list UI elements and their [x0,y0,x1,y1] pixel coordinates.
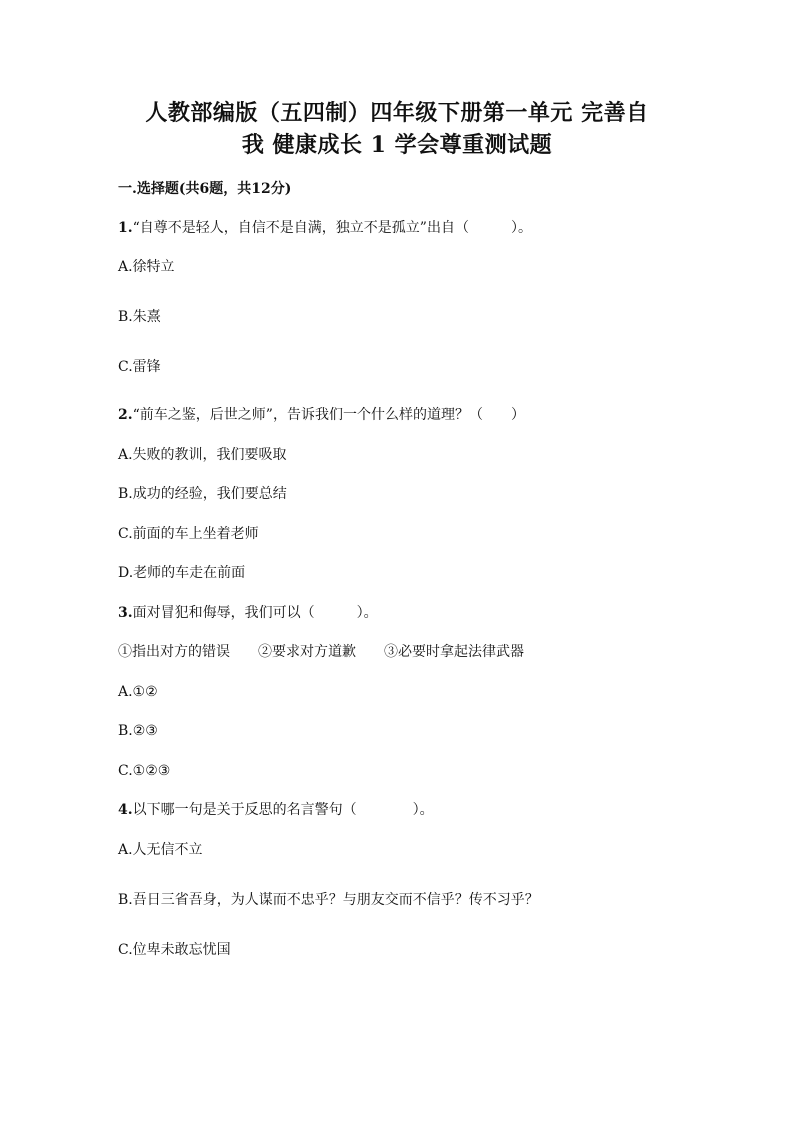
question-3-option-c: C.①②③ [118,763,171,779]
question-1-option-b: B.朱熹 [118,309,161,325]
question-number: 3. [118,605,133,621]
question-3 [118,603,378,623]
question-2-option-c: C.前面的车上坐着老师 [118,526,259,542]
exam-title-line-1: 人教部编版（五四制）四年级下册第一单元 完善自 [145,100,649,126]
question-number: 2. [118,407,133,423]
question-number: 4. [118,802,133,818]
question-stem: 面对冒犯和侮辱，我们可以（ ）。 [132,605,378,621]
question-stem: “前车之鉴，后世之师”，告诉我们一个什么样的道理？（ ） [132,407,525,423]
question-2-option-a: A.失败的教训，我们要吸取 [118,447,287,463]
exam-title-line-2: 我 健康成长 1 学会尊重测试题 [241,132,553,158]
question-1-option-a: A.徐特立 [118,259,175,275]
question-4 [118,800,434,820]
question-stem: “自尊不是轻人，自信不是自满，独立不是孤立”出自（ ）。 [132,220,532,236]
question-4-option-c: C.位卑未敢忘忧国 [118,942,231,958]
section-heading: 一.选择题(共6题，共12分) [118,181,292,197]
question-2 [118,405,525,425]
question-number: 1. [118,220,133,236]
question-2-option-d: D.老师的车走在前面 [118,565,246,581]
question-1-option-c: C.雷锋 [118,359,161,375]
question-stem: 以下哪一句是关于反思的名言警句（ ）。 [132,802,434,818]
question-3-statements: ①指出对方的错误 ②要求对方道歉 ③必要时拿起法律武器 [118,644,524,660]
question-2-option-b: B.成功的经验，我们要总结 [118,486,287,502]
question-3-option-a: A.①② [118,684,158,700]
question-4-option-a: A.人无信不立 [118,842,203,858]
question-1 [118,218,532,238]
question-4-option-b: B.吾日三省吾身，为人谋而不忠乎？与朋友交而不信乎？传不习乎？ [118,892,539,908]
question-3-option-b: B.②③ [118,723,158,739]
